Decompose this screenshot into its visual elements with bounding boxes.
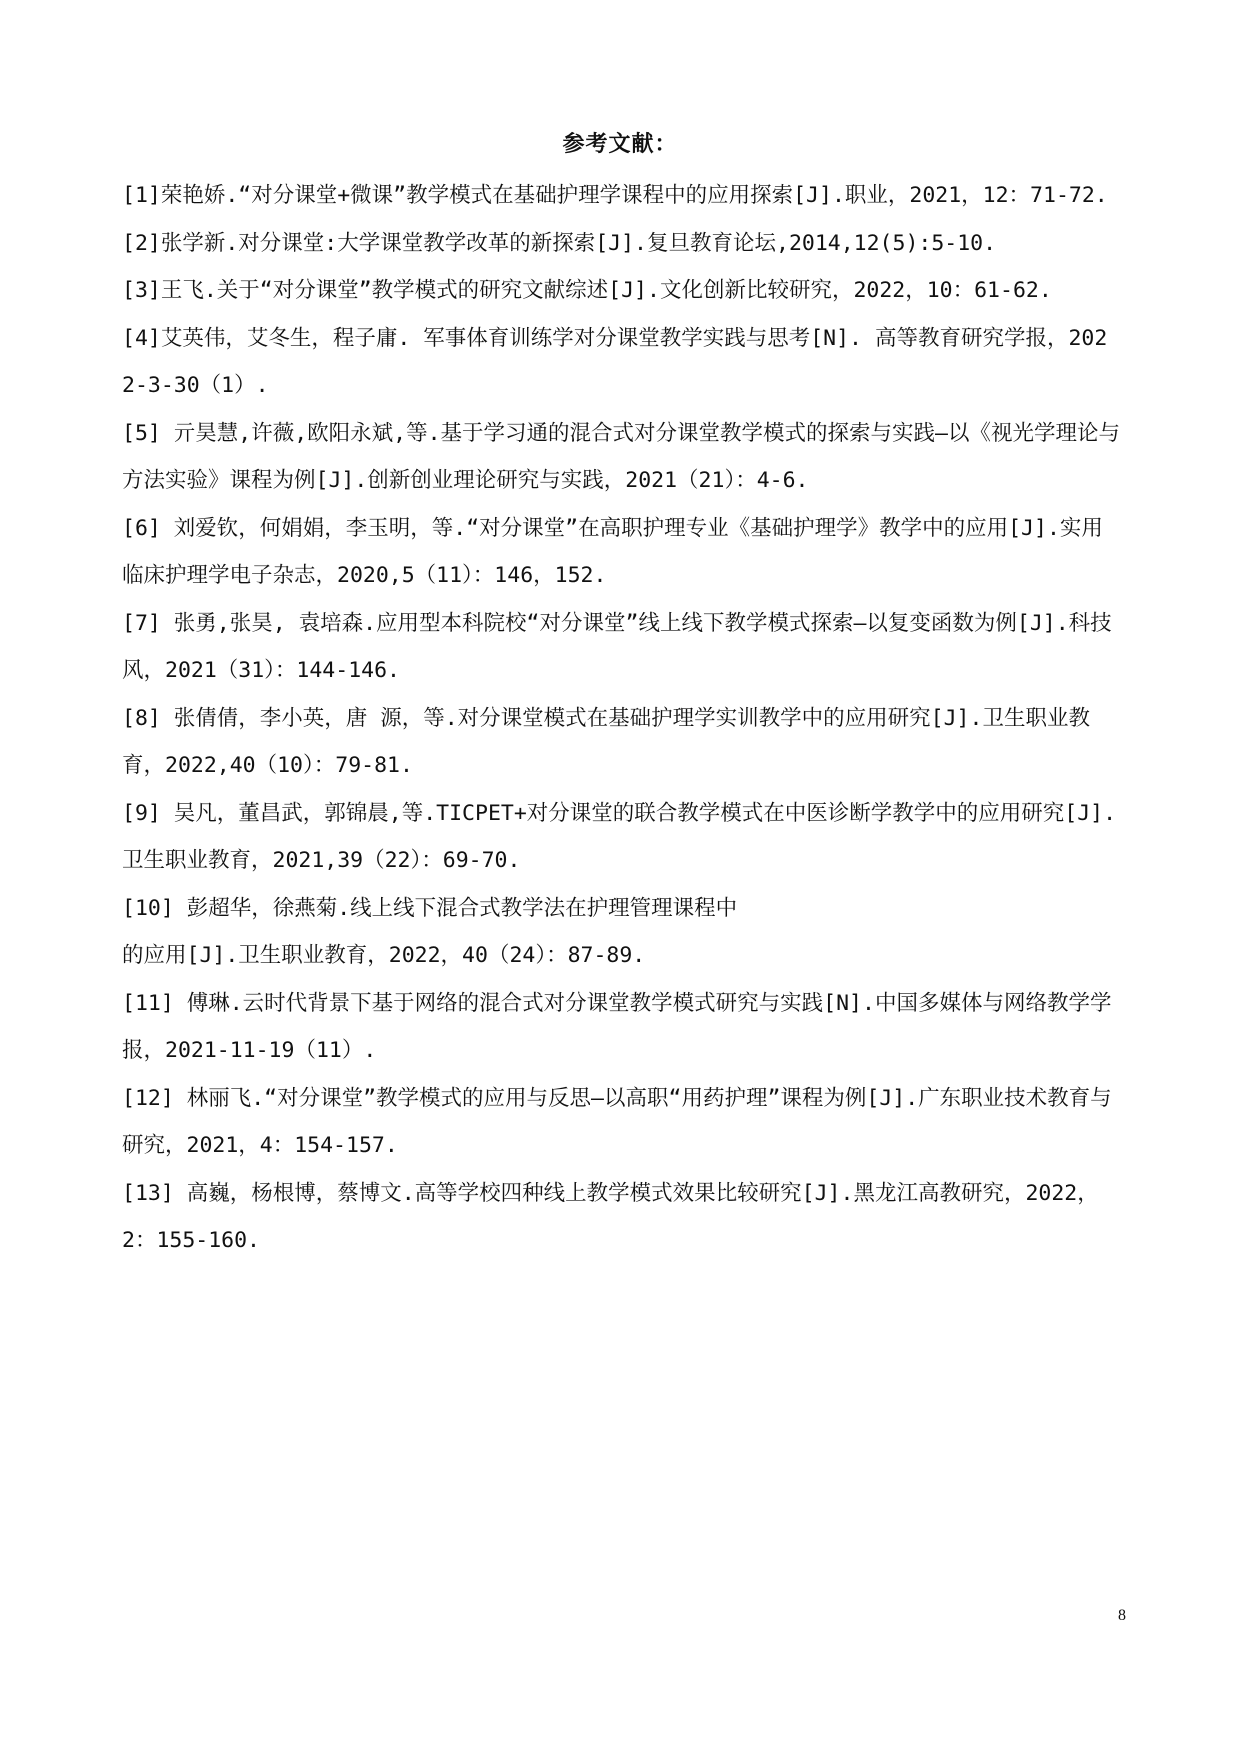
reference-item: [13] 高巍，杨根博，蔡博文.高等学校四种线上教学模式效果比较研究[J].黑龙江高教研究，2022，2：155-160. — [122, 1180, 1099, 1253]
reference-item: [7] 张勇,张昊, 袁培森.应用型本科院校“对分课堂”线上线下教学模式探索—以复变函数为例[J].科技风，2021（31）：144-146. — [122, 610, 1112, 683]
reference-item: [11] 傅琳.云时代背景下基于网络的混合式对分课堂教学模式研究与实践[N].中国多媒体与网络教学学报，2021-11-19（11）. — [122, 990, 1112, 1063]
reference-item: [10] 彭超华，徐燕菊.线上线下混合式教学法在护理管理课程中 — [122, 895, 738, 921]
reference-list — [122, 172, 1120, 1265]
reference-item-continuation: 的应用[J].卫生职业教育，2022，40（24）：87-89. — [122, 943, 646, 968]
reference-item: [3]王飞.关于“对分课堂”教学模式的研究文献综述[J].文化创新比较研究，2022，10：61-62. — [122, 278, 1052, 303]
reference-item: [9] 吴凡，董昌武，郭锦晨,等.TICPET+对分课堂的联合教学模式在中医诊断学教学中的应用研究[J].卫生职业教育，2021,39（22）：69-70. — [122, 800, 1117, 873]
reference-item: [8] 张倩倩，李小英，唐 源，等.对分课堂模式在基础护理学实训教学中的应用研究[J].卫生职业教育，2022,40（10）：79-81. — [122, 705, 1090, 778]
reference-item: [2]张学新.对分课堂:大学课堂教学改革的新探索[J].复旦教育论坛,2014,12(5):5-10. — [122, 230, 997, 256]
reference-item: [1]荣艳娇.“对分课堂+微课”教学模式在基础护理学课程中的应用探索[J].职业，2021，12：71-72. — [122, 183, 1108, 208]
reference-item: [12] 林丽飞.“对分课堂”教学模式的应用与反思—以高职“用药护理”课程为例[J].广东职业技术教育与研究，2021，4：154-157. — [122, 1085, 1112, 1158]
reference-item: [4]艾英伟，艾冬生，程子庸. 军事体育训练学对分课堂教学实践与思考[N]. 高等教育研究学报，2022-3-30（1）. — [122, 325, 1108, 398]
references-heading: 参考文献： — [562, 131, 678, 157]
page-number: 8 — [1118, 1607, 1126, 1624]
reference-item: [5] 亓昊慧,许薇,欧阳永斌,等.基于学习通的混合式对分课堂教学模式的探索与实践—以《视光学理论与方法实验》课程为例[J].创新创业理论研究与实践，2021（21）：4-6. — [122, 420, 1121, 493]
reference-item: [6] 刘爱钦，何娟娟，李玉明，等.“对分课堂”在高职护理专业《基础护理学》教学中的应用[J].实用临床护理学电子杂志，2020,5（11）：146，152. — [122, 515, 1103, 588]
